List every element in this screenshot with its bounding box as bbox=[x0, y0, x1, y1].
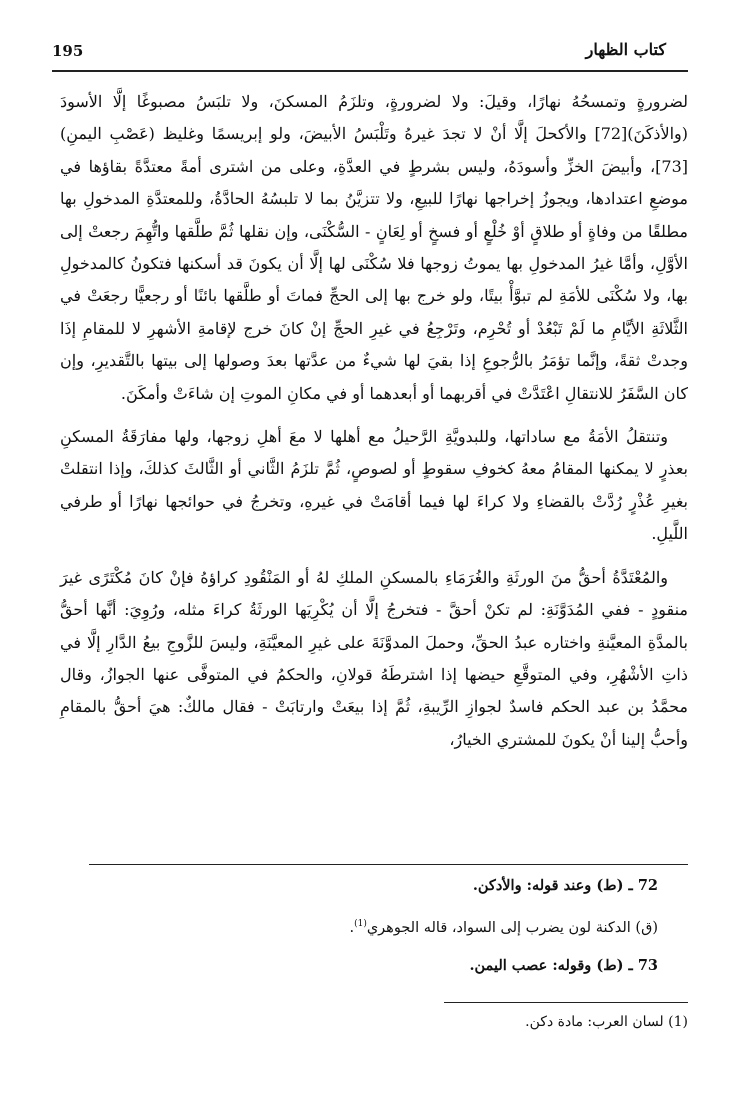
main-text bbox=[60, 86, 688, 767]
note-72: 72 ـ (ط) وعند قوله: والأدكن. bbox=[472, 877, 658, 894]
page-number: 195 bbox=[52, 42, 84, 60]
paragraph-1: لضرورةٍ وتمسحُهُ نهارًا، وقيلَ: ولا لضرورةٍ، وتلزَمُ المسكنَ، ولا تلبَسُ مصبوغًا إلَّا الأسودَ (والأذكَنَ)[72] والأكحلَ إلَّا أنْ لا تجدَ غيرهُ وتَلْبَسُ الأبيضَ، ولو إبريسمًا وغليظ (عَصْبِ اليمنِ)[73]، وأبيضَ الخزِّ وأسودَهُ، وليس بشرطٍ في العدَّةِ، وعلى من اشترى أمةً معتدَّةً بقاؤها في موضعِ اعتدادها، ويجوزُ إخراجها نهارًا للبيعِ، ولا تتزيَّنُ بما لا تلبسُهُ الحادَّةُ، وللمعتدَّةِ المدخولِ بها مطلقًا من وفاةٍ أو طلاقٍ أوْ خُلْعٍ أو فسخٍ أو لِعَانٍ - السُّكْنَى، وإن نقلها ثُمَّ طلَّقها واتُّهِمَ رجعتْ إلى الأوَّلِ، وأمَّا غيرُ المدخولِ بها يموتُ زوجها فلا سُكْنَى لها إلَّا أن يكونَ قد أسكنها فتكونُ كالمدخولِ بها، ولا سُكْنَى للأمَةِ لم تبوَّأْ بيتًا، ولو خرج بها إلى الحجِّ فماتَ أو طلَّقها بائنًا أو رجعيًّا رجعَتْ في الثَّلاثَةِ الأيَّامِ ما لَمْ تَبْعُدْ أو تُحْرِم، وتَرْجِعُ في غيرِ الحجِّ إنْ كانَ خرج لإقامةِ الأشهرِ لا للمقامِ إذَا وجدتْ ثقةً، وإنَّما تؤمَرُ بالرُّجوعِ إذا بقيَ لها شيءٌ من عدَّتها بعدَ وصولها إلى بيتها بالتَّقديرِ، وإن كان السَّفَرُ للانتقالِ اعْتَدَّتْ في أقربهما أو أبعدهما أو في مكانِ الموتِ إن شاءَتْ وأمكَنَ. bbox=[60, 92, 688, 403]
header-rule bbox=[52, 70, 688, 72]
running-title: كتاب الظهار bbox=[585, 40, 666, 59]
source-footnote: (1) لسان العرب: مادة دكن. bbox=[525, 1014, 688, 1030]
note-72-ref: (1) bbox=[354, 919, 367, 929]
note-72-gloss: (ق) الدكنة لون يضرب إلى السواد، قاله الجوهري$^{(1)}$. bbox=[349, 919, 658, 936]
paragraph-2: وتنتقلُ الأمَةُ مع ساداتها، وللبدويَّةِ الرَّحيلُ مع أهلها لا معَ أهلِ زوجها، ولها مفارَقَةُ المسكنِ بعذرٍ لا يمكنها المقامُ معهُ كخوفِ سقوطٍ أو لصوصٍ، ثُمَّ تلزَمُ الثَّاني أو الثَّالثَ كذلكَ، وإذا انتقلتْ بغيرِ عُذْرٍ رُدَّتْ بالقضاءِ ولا كراءَ لها فيما أقامَتْ في غيرهِ، وتخرجُ في حوائجها نهارًا أو طرفي اللَّيلِ. bbox=[60, 427, 688, 544]
note-72-gloss-text: (ق) الدكنة لون يضرب إلى السواد، قاله الجوهري bbox=[366, 919, 658, 936]
note-73: 73 ـ (ط) وقوله: عصب اليمن. bbox=[469, 956, 658, 974]
footnote-rule bbox=[89, 864, 688, 865]
source-rule bbox=[444, 1002, 688, 1003]
variant-notes bbox=[98, 876, 658, 994]
paragraph-3: والمُعْتَدَّةُ أحقُّ منَ الورثَةِ والغُرَمَاءِ بالمسكنِ الملكِ لهُ أو المَنْقُودِ كراؤهُ فإنْ كانَ مُكْتَرًى غيرَ منقودٍ - ففي المُدَوَّنَةِ: لم تكنْ أحقَّ - فتخرجُ إلَّا أن يُكْرِيَها الورثَةُ كراءَ مثله، ورُوِيَ: أنَّها أحقُّ بالمدَّةِ المعيَّنةِ واختاره عبدُ الحقِّ، وحملَ المدوَّنَةَ على غيرِ المعيَّنَةِ، وليسَ للزَّوجِ بيعُ الدَّارِ إلَّا في ذاتِ الأشْهُرِ، وفي المتوقَّعِ حيضها إذا اشترطَهُ قولانِ، والحكمُ في المتوفَّى عنها الجوازُ، وقال محمَّدُ بن عبد الحكم فاسدٌ لجوازِ الرِّيبةِ، ثُمَّ إذا بيعَتْ وارتابَتْ - فقال مالكٌ: هيَ أحقُّ بالمقامِ وأحبُّ إلينا أنْ يكونَ للمشتري الخيارُ، bbox=[60, 567, 688, 749]
